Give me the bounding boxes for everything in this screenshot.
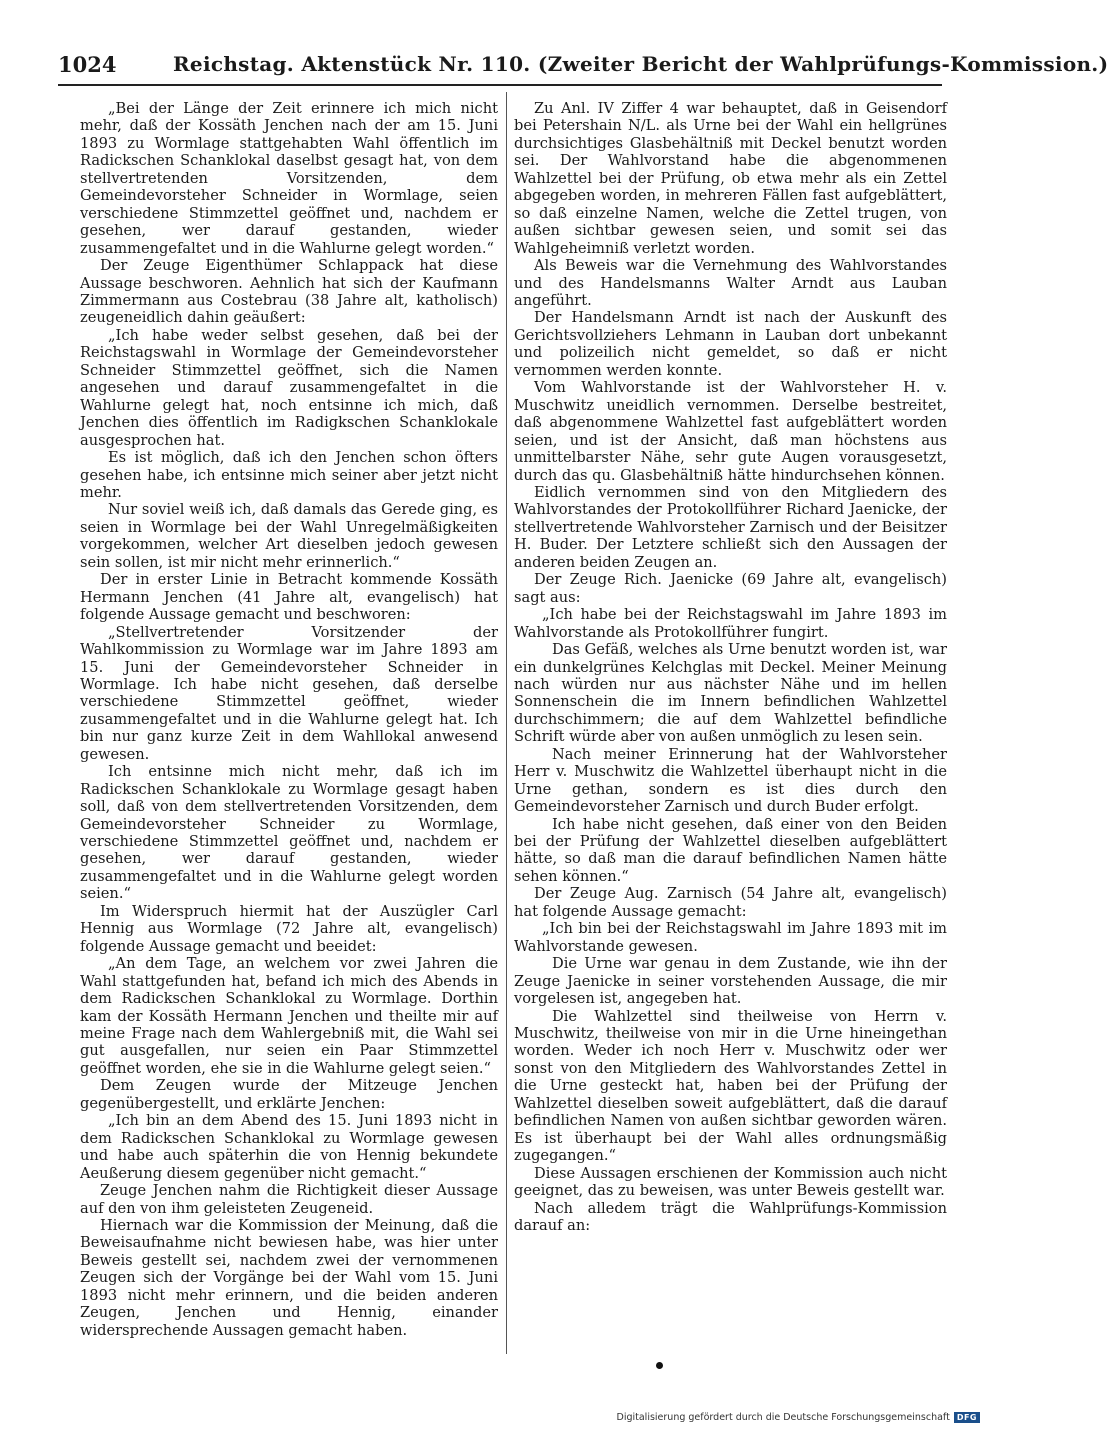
paragraph: Zeuge Jenchen nahm die Richtigkeit dieser Aussage auf den von ihm geleisteten Zeugeneid. xyxy=(80,1182,498,1217)
column-divider xyxy=(506,92,507,1354)
paragraph: Der Handelsmann Arndt ist nach der Auskunft des Gerichtsvollziehers Lehmann in Lauban dort unbekannt und polizeilich nicht gemeldet, so daß er nicht vernommen werden konnte. xyxy=(514,309,947,379)
paragraph: „Ich habe weder selbst gesehen, daß bei der Reichstagswahl in Wormlage der Gemeindevorsteher Schneider Stimmzettel geöffnet, sich die Namen angesehen und darauf zusammengefaltet in die Wahlurne gelegt hat, noch entsinne ich mich, daß Jenchen dies öffentlich im Radigkschen Schanklokale ausgesprochen hat. xyxy=(80,326,498,449)
paragraph: Diese Aussagen erschienen der Kommission auch nicht geeignet, das zu beweisen, was unter Beweis gestellt war. xyxy=(514,1164,947,1200)
bullet-dot xyxy=(656,1362,663,1369)
paragraph: „Bei der Länge der Zeit erinnere ich mich nicht mehr, daß der Kossäth Jenchen nach der am 15. Juni 1893 zu Wormlage stattgehabten Wahl öffentlich im Radickschen Schanklokal daselbst gesagt hat, von dem stellvertretenden Vorsitzenden, dem Gemeindevorsteher Schneider in Wormlage, seien verschiedene Stimmzettel geöffnet und, nachdem er gesehen, wer darauf gestanden, wieder zusammengefaltet und in die Wahlurne gelegt worden.“ xyxy=(80,100,498,257)
paragraph: „Stellvertretender Vorsitzender der Wahlkommission zu Wormlage war im Jahre 1893 am 15. Juni der Gemeindevorsteher Schneider in Wormlage. Ich habe nicht gesehen, daß derselbe verschiedene Stimmzettel geöffnet, wieder zusammengefaltet und in die Wahlurne gelegt hat. Ich bin nur ganz kurze Zeit in dem Wahllokal anwesend gewesen. xyxy=(80,623,498,763)
paragraph: Es ist möglich, daß ich den Jenchen schon öfters gesehen habe, ich entsinne mich seiner aber jetzt nicht mehr. xyxy=(80,449,498,501)
paragraph: Vom Wahlvorstande ist der Wahlvorsteher H. v. Muschwitz uneidlich vernommen. Derselbe bestreitet, daß abgenommene Wahlzettel fast aufgeblättert worden seien, und ist der Ansicht, daß man höchstens aus unmittelbarster Nähe, sehr gute Augen vorausgesetzt, durch das qu. Glasbehältniß hätte hindurchsehen können. xyxy=(514,379,947,484)
paragraph: Ich entsinne mich nicht mehr, daß ich im Radickschen Schanklokale zu Wormlage gesagt haben soll, daß von dem stellvertretenden Vorsitzenden, dem Gemeindevorsteher Schneider zu Wormlage, verschiedene Stimmzettel geöffnet und, nachdem er gesehen, wer darauf gestanden, wieder zusammengefaltet und in die Wahlurne gelegt worden seien.“ xyxy=(80,763,498,903)
paragraph: Die Wahlzettel sind theilweise von Herrn v. Muschwitz, theilweise von mir in die Urne hineingethan worden. Weder ich noch Herr v. Muschwitz oder wer sonst von den Mitgliedern des Wahlvorstandes Zettel in die Urne gesteckt hat, haben bei der Prüfung der Wahlzettel dieselben soweit aufgeblättert, daß die darauf befindlichen Namen von außen sichtbar geworden wären. Es ist überhaupt bei der Wahl alles ordnungsmäßig zugegangen.“ xyxy=(514,1007,947,1165)
paragraph: Ich habe nicht gesehen, daß einer von den Beiden bei der Prüfung der Wahlzettel dieselben aufgeblättert hätte, so daß man die darauf befindlichen Namen hätte sehen können.“ xyxy=(514,815,947,885)
paragraph: Nur soviel weiß ich, daß damals das Gerede ging, es seien in Wormlage bei der Wahl Unregelmäßigkeiten vorgekommen, welcher Art dieselben jedoch gewesen sein sollen, ist mir nicht mehr erinnerlich.“ xyxy=(80,501,498,571)
paragraph: Der Zeuge Eigenthümer Schlappack hat diese Aussage beschworen. Aehnlich hat sich der Kaufmann Zimmermann aus Costebrau (38 Jahre alt, katholisch) zeugeneidlich dahin geäußert: xyxy=(80,257,498,327)
paragraph: Der in erster Linie in Betracht kommende Kossäth Hermann Jenchen (41 Jahre alt, evangelisch) hat folgende Aussage gemacht und beschworen: xyxy=(80,571,498,624)
paragraph: Im Widerspruch hiermit hat der Auszügler Carl Hennig aus Wormlage (72 Jahre alt, evangelisch) folgende Aussage gemacht und beeidet: xyxy=(80,902,498,955)
footer-text: Digitalisierung gefördert durch die Deutsche Forschungsgemeinschaft xyxy=(616,1411,950,1423)
paragraph: Nach meiner Erinnerung hat der Wahlvorsteher Herr v. Muschwitz die Wahlzettel überhaupt nicht in die Urne gethan, sondern es ist dies durch den Gemeindevorsteher Zarnisch und durch Buder erfolgt. xyxy=(514,745,947,816)
page-header xyxy=(58,46,1108,86)
paragraph: Zu Anl. IV Ziffer 4 war behauptet, daß in Geisendorf bei Petershain N/L. als Urne bei der Wahl ein hellgrünes durchsichtiges Glasbehältniß mit Deckel benutzt worden sei. Der Wahlvorstand habe die abgenommenen Wahlzettel bei der Prüfung, ob etwa mehr als ein Zettel abgegeben worden, in mehreren Fällen fast aufgeblättert, so daß einzelne Namen, welche die Zettel trugen, von außen sichtbar gewesen seien, und somit sei das Wahlgeheimniß verletzt worden. xyxy=(514,100,947,257)
paragraph: „An dem Tage, an welchem vor zwei Jahren die Wahl stattgefunden hat, befand ich mich des Abends in dem Radickschen Schanklokal zu Wormlage. Dorthin kam der Kossäth Hermann Jenchen und theilte mir auf meine Frage nach dem Wahlergebniß mit, die Wahl sei gut ausgefallen, nur seien ein Paar Stimmzettel geöffnet worden, ehe sie in die Wahlurne gelegt seien.“ xyxy=(80,955,498,1077)
paragraph: „Ich bin bei der Reichstagswahl im Jahre 1893 mit im Wahlvorstande gewesen. xyxy=(514,920,947,955)
paragraph: Die Urne war genau in dem Zustande, wie ihn der Zeuge Jaenicke in seiner vorstehenden Aussage, die mir vorgelesen ist, angegeben hat. xyxy=(514,955,947,1008)
page-title: Reichstag. Aktenstück Nr. 110. (Zweiter Bericht der Wahlprüfungs-Kommission.) xyxy=(173,52,1108,76)
paragraph: Eidlich vernommen sind von den Mitgliedern des Wahlvorstandes der Protokollführer Richard Jaenicke, der stellvertretende Wahlvorsteher Zarnisch und der Beisitzer H. Buder. Der Letztere schließt sich den Aussagen der anderen beiden Zeugen an. xyxy=(514,483,947,571)
dfg-logo: DFG xyxy=(954,1412,980,1423)
left-column xyxy=(80,100,498,1339)
paragraph: Als Beweis war die Vernehmung des Wahlvorstandes und des Handelsmanns Walter Arndt aus Lauban angeführt. xyxy=(514,257,947,309)
paragraph: Hiernach war die Kommission der Meinung, daß die Beweisaufnahme nicht bewiesen habe, was hier unter Beweis gestellt sei, nachdem zwei der vernommenen Zeugen sich der Vorgänge bei der Wahl vom 15. Juni 1893 nicht mehr erinnern, und die beiden anderen Zeugen, Jenchen und Hennig, einander widersprechende Aussagen gemacht haben. xyxy=(80,1217,498,1339)
paragraph: „Ich bin an dem Abend des 15. Juni 1893 nicht in dem Radickschen Schanklokal zu Wormlage gewesen und habe auch späterhin die von Hennig bekundete Aeußerung diesem gegenüber nicht gemacht.“ xyxy=(80,1112,498,1182)
right-column xyxy=(514,100,947,1234)
paragraph: Der Zeuge Rich. Jaenicke (69 Jahre alt, evangelisch) sagt aus: xyxy=(514,571,947,606)
paragraph: Dem Zeugen wurde der Mitzeuge Jenchen gegenübergestellt, und erklärte Jenchen: xyxy=(80,1077,498,1112)
paragraph: Das Gefäß, welches als Urne benutzt worden ist, war ein dunkelgrünes Kelchglas mit Deckel. Meiner Meinung nach würden nur aus nächster Nähe und im hellen Sonnenschein die im Innern befindlichen Wahlzettel durchschimmern; die auf dem Wahlzettel befindliche Schrift würde aber von außen unmöglich zu lesen sein. xyxy=(514,641,947,746)
paragraph: „Ich habe bei der Reichstagswahl im Jahre 1893 im Wahlvorstande als Protokollführer fungirt. xyxy=(514,606,947,641)
page-number: 1024 xyxy=(58,52,117,77)
paragraph: Nach alledem trägt die Wahlprüfungs-Kommission darauf an: xyxy=(514,1199,947,1234)
footer xyxy=(617,1410,980,1424)
header-rule xyxy=(58,84,942,86)
paragraph: Der Zeuge Aug. Zarnisch (54 Jahre alt, evangelisch) hat folgende Aussage gemacht: xyxy=(514,885,947,920)
